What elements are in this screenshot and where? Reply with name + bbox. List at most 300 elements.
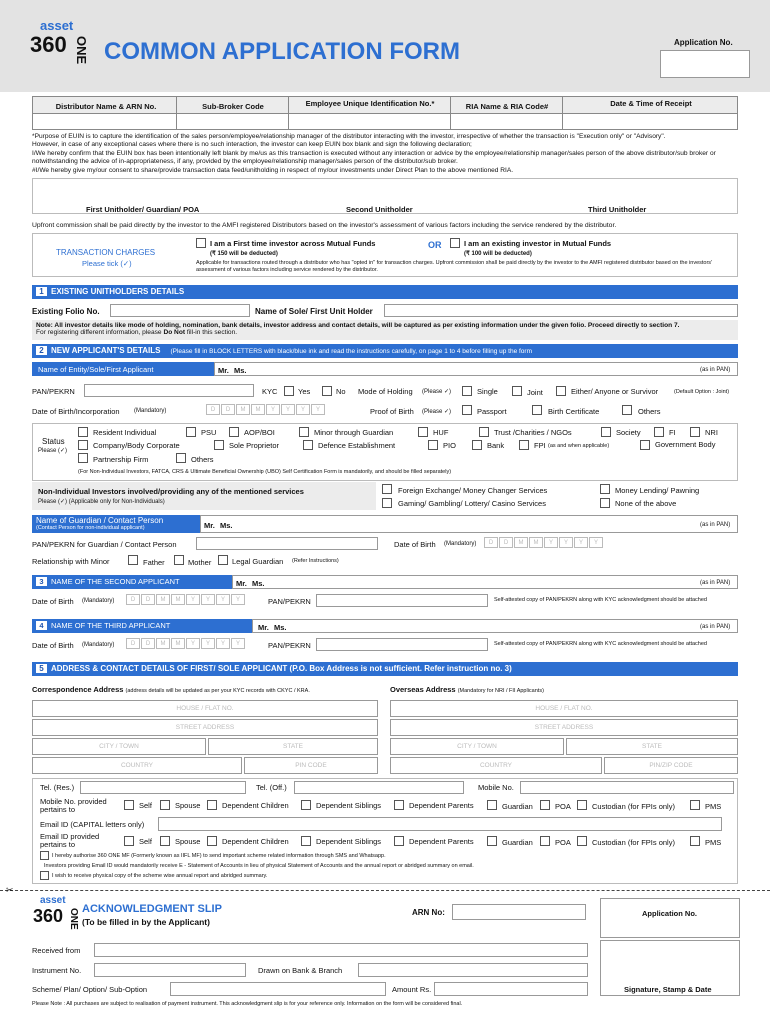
mob-guardian-checkbox[interactable]: [487, 800, 497, 810]
em-guardian: Guardian: [502, 838, 533, 847]
ack-scheme-label: Scheme/ Plan/ Option/ Sub-Option: [32, 985, 148, 994]
st-bank: Bank: [487, 441, 505, 450]
dist-col-5: Date & Time of Receipt: [610, 99, 692, 108]
s4-ms: Ms.: [274, 623, 287, 632]
euin-text-2: However, in case of any exceptional cases where there is no such interaction, the investor can keep EUIN box blank and sign the following declaration;: [32, 141, 472, 149]
auth-checkbox[interactable]: [40, 851, 49, 860]
s2-ms: Ms.: [234, 366, 247, 375]
section-5-bar: [32, 662, 738, 676]
pob-passport-checkbox[interactable]: [462, 405, 472, 415]
dist-col-2: Sub-Broker Code: [202, 102, 264, 111]
corr-state[interactable]: STATE: [208, 738, 378, 755]
section-5-title: ADDRESS & CONTACT DETAILS OF FIRST/ SOLE APPLICANT: [51, 664, 288, 673]
mob-spouse: Spouse: [175, 801, 201, 810]
ack-note: Please Note : All purchases are subject to realisation of payment instrument. This acknowledgment slip is for your reference only. Information on the form will be considered final.: [32, 1001, 463, 1007]
tc-title: TRANSACTION CHARGES: [56, 248, 156, 257]
tc-note: Applicable for transactions routed through a distributor who has "opted in" for transaction charges. Upfront commission shall be paid directly by the investor to the AMFI registered distributor based on the investors' assessment of various factors including service rendered by the distributor.: [196, 260, 713, 273]
mob-custodian: Custodian (for FPIs only): [592, 802, 675, 811]
ack-recv-input[interactable]: [94, 943, 588, 957]
pob-others-checkbox[interactable]: [622, 405, 632, 415]
gdob-d2[interactable]: D: [499, 537, 513, 548]
inv-text: Investors providing Email ID would mandatorily receive E - Statement of Accounts in lieu of physical Statement of Accounts and the annual report or abridged summary on email.: [44, 863, 474, 869]
em-poa: POA: [555, 838, 571, 847]
guardian-dob-boxes[interactable]: [484, 537, 604, 548]
s2-name-input[interactable]: [214, 362, 738, 376]
email-label: Email ID (CAPITAL letters only): [40, 820, 145, 829]
em-spouse-checkbox[interactable]: [160, 836, 170, 846]
st-minor: Minor through Guardian: [314, 428, 394, 437]
dob-y2[interactable]: Y: [281, 404, 295, 415]
logo-asset: asset: [40, 18, 74, 33]
pob-bcert-label: Birth Certificate: [548, 407, 600, 416]
corr-label: Correspondence Address: [32, 685, 124, 694]
kyc-yes-checkbox[interactable]: [284, 386, 294, 396]
mob-pms-checkbox[interactable]: [690, 800, 700, 810]
s3dob-m1[interactable]: M: [156, 594, 170, 605]
em-pms: PMS: [705, 838, 722, 847]
ack-app-label: Application No.: [642, 909, 697, 918]
tc-existing-amount: (₹ 100 will be deducted): [464, 251, 532, 257]
st-partnership-checkbox[interactable]: [78, 453, 88, 463]
s4-dob-boxes[interactable]: [126, 638, 246, 649]
s4-dob-mand: (Mandatory): [82, 642, 115, 648]
st-others: Others: [191, 455, 214, 464]
em-parents-checkbox[interactable]: [394, 836, 404, 846]
em-custodian-checkbox[interactable]: [577, 836, 587, 846]
st-society-checkbox[interactable]: [601, 427, 611, 437]
em-siblings-checkbox[interactable]: [301, 836, 311, 846]
ack-recv-label: Received from: [32, 946, 81, 955]
section-1-title: EXISTING UNITHOLDERS DETAILS: [51, 287, 185, 296]
s3-self: Self-attested copy of PAN/PEKRN along with KYC acknowledgment should be attached: [494, 597, 707, 603]
st-nri-checkbox[interactable]: [690, 427, 700, 437]
em-custodian: Custodian (for FPIs only): [592, 838, 675, 847]
dist-col-3: Employee Unique Identification No.*: [305, 99, 435, 108]
s2-dob-mand: (Mandatory): [134, 408, 167, 414]
pob-label: Proof of Birth: [370, 407, 414, 416]
s3-ms: Ms.: [252, 579, 265, 588]
mob-parents: Dependent Parents: [409, 801, 474, 810]
s2-name-label: Name of Entity/Sole/First Applicant: [32, 362, 214, 376]
pob-others-label: Others: [638, 407, 661, 416]
s3dob-y2[interactable]: Y: [201, 594, 215, 605]
guardian-mr: Mr.: [204, 521, 215, 530]
em-self-checkbox[interactable]: [124, 836, 134, 846]
gdob-y1[interactable]: Y: [544, 537, 558, 548]
cut-line: [0, 890, 770, 891]
s4dob-y2[interactable]: Y: [201, 638, 215, 649]
s3-mr: Mr.: [236, 579, 247, 588]
tc-or: OR: [428, 240, 442, 250]
section-3-title: NAME OF THE SECOND APPLICANT: [51, 577, 180, 586]
ni-please: Please (✓) (Applicable only for Non-Individuals): [38, 499, 165, 505]
rel-legal-checkbox[interactable]: [218, 555, 228, 565]
s3-pan-label: PAN/PEKRN: [268, 597, 311, 606]
s3-pan-input[interactable]: [316, 594, 488, 607]
over-house[interactable]: HOUSE / FLAT NO.: [390, 700, 738, 717]
s3-dob-label: Date of Birth: [32, 597, 74, 606]
st-company: Company/Body Corporate: [93, 441, 180, 450]
st-aop-checkbox[interactable]: [229, 427, 239, 437]
gdob-y3[interactable]: Y: [574, 537, 588, 548]
rel-refer: (Refer Instructions): [292, 558, 339, 564]
s3-name-input[interactable]: [232, 575, 738, 589]
ni-lending-checkbox[interactable]: [600, 484, 610, 494]
tc-first-checkbox[interactable]: [196, 238, 206, 248]
s2-pan-input[interactable]: [84, 384, 254, 397]
s1-note-1: Note: All investor details like mode of holding, nomination, bank details, investor address and contact details, will be captured as per existing information under the given folio. Proceed directly to section 7.: [36, 322, 680, 329]
dob-y3[interactable]: Y: [296, 404, 310, 415]
sig-second: Second Unitholder: [346, 205, 413, 214]
ack-scheme-input[interactable]: [170, 982, 386, 996]
over-state[interactable]: STATE: [566, 738, 738, 755]
st-sole: Sole Proprietor: [229, 441, 280, 450]
dob-m2[interactable]: M: [251, 404, 265, 415]
mob-guardian: Guardian: [502, 802, 533, 811]
mob-poa: POA: [555, 802, 571, 811]
s4-mr: Mr.: [258, 623, 269, 632]
section-5-title2: (P.O. Box Address is not sufficient. Refer instruction no. 3): [289, 664, 512, 673]
ni-lending: Money Lending/ Pawning: [615, 486, 700, 495]
email-input[interactable]: [158, 817, 722, 831]
section-2-num: 2: [36, 346, 47, 355]
application-no-field[interactable]: [660, 50, 750, 78]
ack-logo-360: 360: [33, 906, 64, 926]
over-city[interactable]: CITY / TOWN: [390, 738, 564, 755]
scissors-icon: ✂: [6, 885, 14, 895]
s3dob-m2[interactable]: M: [171, 594, 185, 605]
corr-pin[interactable]: PIN CODE: [244, 757, 378, 774]
st-huf: HUF: [433, 428, 449, 437]
pob-passport-label: Passport: [477, 407, 507, 416]
mob-self-checkbox[interactable]: [124, 800, 134, 810]
guardian-dob-label: Date of Birth: [394, 540, 436, 549]
mob-poa-checkbox[interactable]: [540, 800, 550, 810]
tc-existing-checkbox[interactable]: [450, 238, 460, 248]
dist-col-4: RIA Name & RIA Code#: [465, 102, 549, 111]
euin-text-3: I/We hereby confirm that the EUIN box has been intentionally left blank by me/us as this transaction is executed without any interaction or advice by the employee/relationship manager/sales person of the above distributor/sub broker or notwithstanding the advice of in-appropriateness, if any, provided by the employee/relationship manager/sales person of the distributor/sub broker.: [32, 149, 716, 166]
section-3-num: 3: [36, 577, 47, 586]
s4-name-input[interactable]: [252, 619, 738, 633]
kyc-no-checkbox[interactable]: [322, 386, 332, 396]
s4dob-y1[interactable]: Y: [186, 638, 200, 649]
em-parents: Dependent Parents: [409, 837, 474, 846]
over-street[interactable]: STREET ADDRESS: [390, 719, 738, 736]
mob-parents-checkbox[interactable]: [394, 800, 404, 810]
section-2-hint: (Please fill in BLOCK LETTERS with black/blue ink and read the instructions carefully, on page 1 to 4 before filling up the form: [170, 348, 533, 355]
pob-bcert-checkbox[interactable]: [532, 405, 542, 415]
st-pio-checkbox[interactable]: [428, 440, 438, 450]
s1-name-input[interactable]: [384, 304, 738, 317]
gdob-d1[interactable]: D: [484, 537, 498, 548]
ack-amount-input[interactable]: [434, 982, 588, 996]
moh-label: Mode of Holding: [358, 387, 413, 396]
ack-drawn-input[interactable]: [358, 963, 588, 977]
st-pio: PIO: [443, 441, 456, 450]
s1-note: [32, 320, 738, 340]
em-siblings: Dependent Siblings: [316, 837, 382, 846]
ack-instr-label: Instrument No.: [32, 966, 82, 975]
tc-tick: Please tick (✓): [82, 259, 132, 268]
s1-note-2b: Do Not: [163, 329, 186, 336]
mob-children-checkbox[interactable]: [207, 800, 217, 810]
dob-y1[interactable]: Y: [266, 404, 280, 415]
wish-text: I wish to receive physical copy of the scheme wise annual report and abridged summary.: [52, 873, 268, 879]
kyc-no-label: No: [336, 387, 346, 396]
st-govt: Government Body: [655, 440, 716, 449]
guardian-pan-label: PAN/PEKRN for Guardian / Contact Person: [32, 540, 177, 549]
st-sole-checkbox[interactable]: [214, 440, 224, 450]
logo-360: 360: [30, 32, 67, 57]
ack-sign-label: Signature, Stamp & Date: [624, 985, 712, 994]
s4-self: Self-attested copy of PAN/PEKRN along with KYC acknowledgment should be attached: [494, 641, 707, 647]
section-4-bar: [32, 619, 252, 633]
kyc-label: KYC: [262, 387, 278, 396]
fatca-note: (For Non-Individual Investors, FATCA, CRS & Ultimate Beneficial Ownership (UBO) Self Certification Form is mandatorily, and should be filled separately): [78, 469, 452, 475]
section-2-bar: [32, 344, 738, 358]
ack-amount-label: Amount Rs.: [392, 985, 432, 994]
st-defence: Defence Establishment: [318, 441, 396, 450]
st-govt-checkbox[interactable]: [640, 440, 650, 450]
em-guardian-checkbox[interactable]: [487, 836, 497, 846]
st-nri: NRI: [705, 428, 718, 437]
ack-title: ACKNOWLEDGMENT SLIP: [82, 903, 222, 915]
over-label: Overseas Address: [390, 685, 456, 694]
ack-instr-input[interactable]: [94, 963, 246, 977]
st-bank-checkbox[interactable]: [472, 440, 482, 450]
ni-none-checkbox[interactable]: [600, 498, 610, 508]
s4dob-d1[interactable]: D: [126, 638, 140, 649]
st-company-checkbox[interactable]: [78, 440, 88, 450]
ack-logo-one: ONE: [68, 908, 79, 930]
euin-text-4: #I/We hereby give my/our consent to share/provide transaction data feed/unitholding in respect of my/our investments under Direct Plan to the above mentioned RIA.: [32, 166, 514, 174]
ack-logo-asset: asset: [40, 895, 66, 906]
kyc-yes-label: Yes: [298, 387, 311, 396]
sig-third: Third Unitholder: [588, 205, 647, 214]
mob-custodian-checkbox[interactable]: [577, 800, 587, 810]
s2-dob-boxes[interactable]: [206, 404, 326, 415]
tel-off-label: Tel. (Off.): [256, 783, 287, 792]
s3dob-d1[interactable]: D: [126, 594, 140, 605]
upfront-text: Upfront commission shall be paid directly by the investor to the AMFI registered Distributors based on the investor's assessment of various factors including the service rendered by the distributor.: [32, 222, 617, 229]
s4-as-pan: (as in PAN): [700, 624, 731, 630]
s3dob-y1[interactable]: Y: [186, 594, 200, 605]
application-no-label: Application No.: [674, 38, 733, 47]
over-country[interactable]: COUNTRY: [390, 757, 602, 774]
s3-dob-boxes[interactable]: [126, 594, 246, 605]
section-4-num: 4: [36, 621, 47, 630]
guardian-label-box: [32, 515, 200, 533]
moh-default: (Default Option : Joint): [674, 389, 730, 395]
guardian-ms: Ms.: [220, 521, 233, 530]
st-fpi: FPI: [534, 441, 546, 450]
gdob-m2[interactable]: M: [529, 537, 543, 548]
dob-d2[interactable]: D: [221, 404, 235, 415]
ni-forex-checkbox[interactable]: [382, 484, 392, 494]
s4-dob-label: Date of Birth: [32, 641, 74, 650]
dist-col-1: Distributor Name & ARN No.: [55, 102, 157, 111]
s3dob-d2[interactable]: D: [141, 594, 155, 605]
folio-label: Existing Folio No.: [32, 307, 100, 316]
email-pert-label: Email ID provided pertains to: [40, 832, 100, 849]
ni-gaming-checkbox[interactable]: [382, 498, 392, 508]
guardian-dob-mand: (Mandatory): [444, 541, 477, 547]
section-3-bar: [32, 575, 232, 589]
sig-first: First Unitholder/ Guardian/ POA: [86, 205, 200, 214]
rel-father: Father: [143, 558, 165, 567]
mob-siblings-checkbox[interactable]: [301, 800, 311, 810]
s4dob-m1[interactable]: M: [156, 638, 170, 649]
st-others-checkbox[interactable]: [176, 453, 186, 463]
ni-gaming: Gaming/ Gambling/ Lottery/ Casino Services: [398, 499, 546, 508]
folio-input[interactable]: [110, 304, 250, 317]
mob-children: Dependent Children: [222, 801, 289, 810]
moh-joint-label: Joint: [527, 388, 543, 397]
s2-as-pan: (as in PAN): [700, 367, 731, 373]
rel-label: Relationship with Minor: [32, 557, 110, 566]
st-huf-checkbox[interactable]: [418, 427, 428, 437]
corr-city[interactable]: CITY / TOWN: [32, 738, 206, 755]
pob-please: (Please ✓): [422, 409, 452, 415]
em-self: Self: [139, 837, 152, 846]
s4-pan-label: PAN/PEKRN: [268, 641, 311, 650]
moh-either-label: Either/ Anyone or Survivor: [571, 387, 659, 396]
st-psu-checkbox[interactable]: [186, 427, 196, 437]
tc-existing-label: I am an existing investor in Mutual Funds: [464, 239, 612, 248]
st-resident: Resident Individual: [93, 428, 157, 437]
mob-self: Self: [139, 801, 152, 810]
em-children-checkbox[interactable]: [207, 836, 217, 846]
moh-please: (Please ✓): [422, 389, 452, 395]
st-psu: PSU: [201, 428, 217, 437]
s4-pan-input[interactable]: [316, 638, 488, 651]
over-sub: (Mandatory for NRI / FII Applicants): [457, 688, 544, 694]
corr-sub: (address details will be updated as per your KYC records with CKYC / KRA.: [125, 688, 310, 694]
dob-y4[interactable]: Y: [311, 404, 325, 415]
s1-name-label: Name of Sole/ First Unit Holder: [255, 307, 373, 316]
section-1-bar: [32, 285, 738, 299]
rel-legal: Legal Guardian: [232, 557, 284, 566]
gdob-y4[interactable]: Y: [589, 537, 603, 548]
s3dob-y4[interactable]: Y: [231, 594, 245, 605]
corr-street[interactable]: STREET ADDRESS: [32, 719, 378, 736]
s3dob-y3[interactable]: Y: [216, 594, 230, 605]
form-title: COMMON APPLICATION FORM: [104, 38, 460, 65]
em-poa-checkbox[interactable]: [540, 836, 550, 846]
section-4-title: NAME OF THE THIRD APPLICANT: [51, 621, 171, 630]
auth-text: I hereby authorise 360 ONE MF (Formerly known as IIFL MF) to send important scheme related information through SMS and Whatsapp.: [52, 853, 386, 859]
st-fi-checkbox[interactable]: [654, 427, 664, 437]
guardian-pan-input[interactable]: [196, 537, 378, 550]
ack-app-box[interactable]: [600, 898, 740, 938]
tc-first-amount: (₹ 150 will be deducted): [210, 251, 278, 257]
moh-either-checkbox[interactable]: [556, 386, 566, 396]
moh-single-label: Single: [477, 387, 498, 396]
guardian-input[interactable]: [200, 515, 738, 533]
distributor-input-row[interactable]: [32, 114, 738, 130]
s4dob-y3[interactable]: Y: [216, 638, 230, 649]
s2-mr: Mr.: [218, 366, 229, 375]
guardian-sub: (Contact Person for non-individual applicant): [36, 525, 145, 531]
s2-pan-label: PAN/PEKRN: [32, 387, 75, 396]
rel-father-checkbox[interactable]: [128, 555, 138, 565]
tel-res-input[interactable]: [80, 781, 246, 794]
st-resident-checkbox[interactable]: [78, 427, 88, 437]
st-fpi-checkbox[interactable]: [519, 440, 529, 450]
section-2-title: NEW APPLICANT'S DETAILS: [51, 346, 161, 355]
st-society: Society: [616, 428, 641, 437]
ack-arn-label: ARN No:: [412, 908, 445, 917]
em-children: Dependent Children: [222, 837, 289, 846]
ack-drawn-label: Drawn on Bank & Branch: [258, 966, 343, 975]
mob-pert-label: Mobile No. provided pertains to: [40, 797, 107, 814]
st-fi: FI: [669, 428, 676, 437]
ni-title: Non-Individual Investors involved/providing any of the mentioned services: [38, 487, 304, 496]
s3-dob-mand: (Mandatory): [82, 598, 115, 604]
st-fpi-note: (as and when applicable): [548, 443, 610, 449]
rel-mother-checkbox[interactable]: [174, 555, 184, 565]
em-pms-checkbox[interactable]: [690, 836, 700, 846]
mob-spouse-checkbox[interactable]: [160, 800, 170, 810]
mob-pms: PMS: [705, 802, 722, 811]
tel-off-input[interactable]: [294, 781, 464, 794]
st-aop: AOP/BOI: [244, 428, 275, 437]
s1-note-2a: For registering different information, please: [36, 329, 164, 336]
section-5-num: 5: [36, 664, 47, 673]
s4dob-y4[interactable]: Y: [231, 638, 245, 649]
s1-note-2c: fill-in this section.: [185, 329, 238, 336]
ni-forex: Foreign Exchange/ Money Changer Services: [398, 486, 548, 495]
mob-siblings: Dependent Siblings: [316, 801, 382, 810]
wish-checkbox[interactable]: [40, 871, 49, 880]
em-spouse: Spouse: [175, 837, 201, 846]
logo-one: ONE: [74, 36, 89, 65]
rel-mother: Mother: [188, 558, 212, 567]
dob-d1[interactable]: D: [206, 404, 220, 415]
status-label: Status: [42, 437, 65, 446]
tel-res-label: Tel. (Res.): [40, 783, 75, 792]
moh-joint-checkbox[interactable]: [512, 386, 522, 396]
guardian-label: Name of Guardian / Contact Person: [36, 516, 164, 525]
ack-sub: (To be filled in by the Applicant): [82, 917, 210, 927]
ni-none: None of the above: [615, 499, 677, 508]
euin-text-1: *Purpose of EUIN is to capture the identification of the sales person/employee/relationship manager of the distributor interacting with the investor, irrespective of whether the transaction is "Execution only" or "Advisory".: [32, 133, 666, 140]
s4dob-m2[interactable]: M: [171, 638, 185, 649]
st-minor-checkbox[interactable]: [299, 427, 309, 437]
moh-single-checkbox[interactable]: [462, 386, 472, 396]
status-please: Please (✓): [38, 448, 68, 454]
gdob-y2[interactable]: Y: [559, 537, 573, 548]
s2-dob-label: Date of Birth/Incorporation: [32, 407, 120, 416]
corr-country[interactable]: COUNTRY: [32, 757, 242, 774]
section-1-num: 1: [36, 287, 47, 296]
tc-first-label: I am a First time investor across Mutual Funds: [210, 239, 376, 248]
over-pin[interactable]: PIN/ZIP CODE: [604, 757, 738, 774]
s3-as-pan: (as in PAN): [700, 580, 731, 586]
s4dob-d2[interactable]: D: [141, 638, 155, 649]
st-partnership: Partnership Firm: [93, 455, 149, 464]
st-defence-checkbox[interactable]: [303, 440, 313, 450]
mobile-input[interactable]: [520, 781, 734, 794]
gdob-m1[interactable]: M: [514, 537, 528, 548]
ack-arn-input[interactable]: [452, 904, 586, 920]
dob-m1[interactable]: M: [236, 404, 250, 415]
st-trust-checkbox[interactable]: [479, 427, 489, 437]
guardian-as-pan: (as in PAN): [700, 522, 731, 528]
st-trust: Trust /Charities / NGOs: [494, 428, 572, 437]
mobile-label: Mobile No.: [478, 783, 514, 792]
corr-house[interactable]: HOUSE / FLAT NO.: [32, 700, 378, 717]
